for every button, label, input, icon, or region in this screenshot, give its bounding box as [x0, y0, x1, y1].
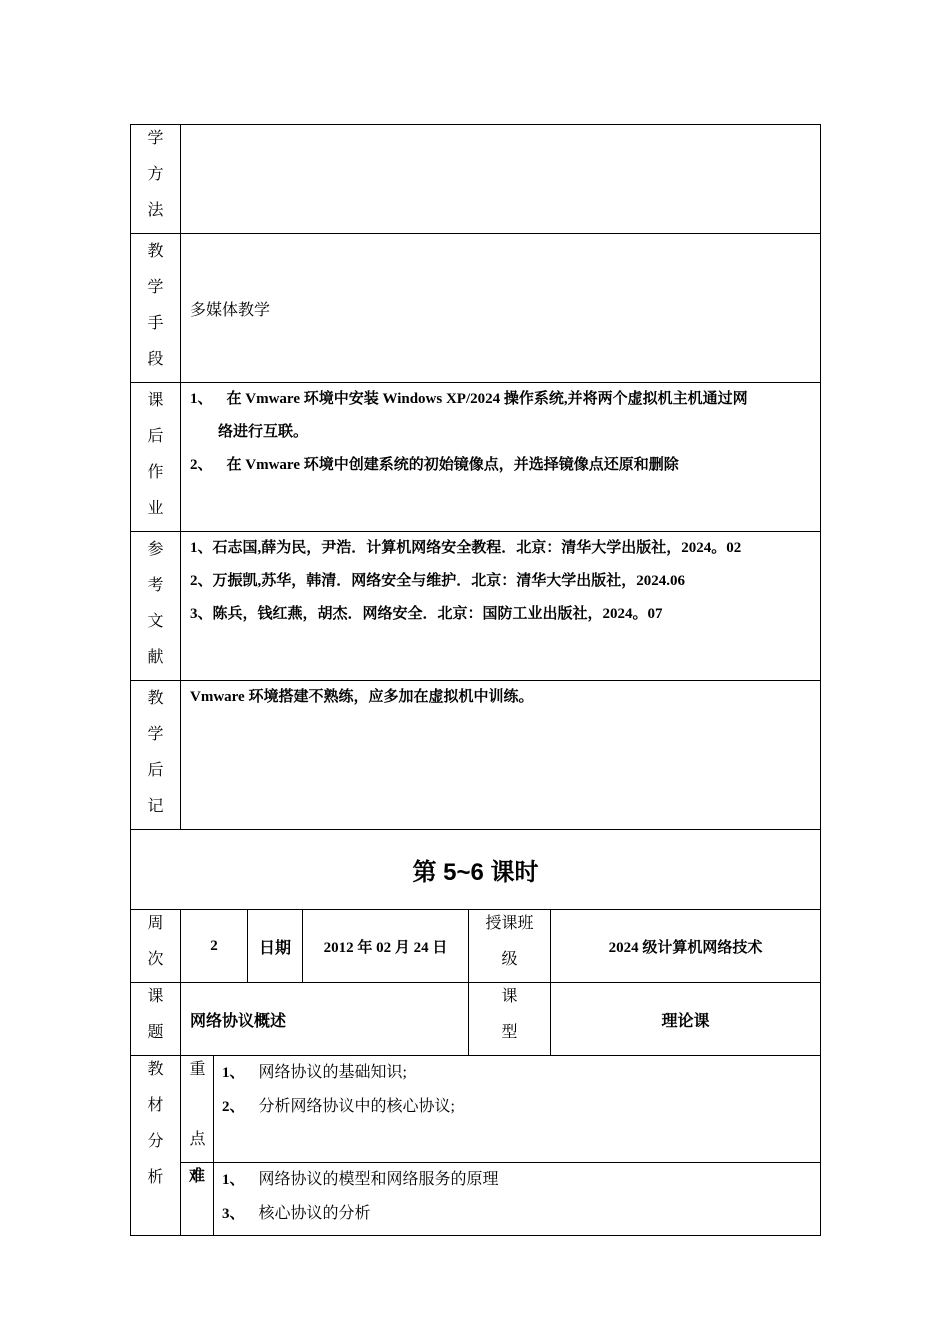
- homework-item: [190, 383, 820, 449]
- lesson-title-row: [131, 830, 821, 910]
- label-char: 级: [501, 951, 518, 968]
- label-char: 法: [147, 202, 164, 219]
- teaching-notes-row: [131, 681, 821, 830]
- week-label: [131, 910, 181, 983]
- key-point-item: [222, 1090, 820, 1124]
- difficult-point-item: [222, 1197, 820, 1231]
- key-point-num: 2、: [222, 1099, 245, 1115]
- label-char: 参: [147, 541, 164, 558]
- label-char: 文: [147, 613, 164, 630]
- label-char: 分: [147, 1133, 164, 1150]
- info-row: [131, 910, 821, 983]
- label-char: 手: [147, 315, 164, 332]
- analysis-label: [131, 1056, 181, 1236]
- homework-text: 在 Vmware 环境中创建系统的初始镜像点，并选择镜像点还原和删除: [226, 457, 679, 473]
- topic-row: [131, 983, 821, 1056]
- teaching-means-row: [131, 234, 821, 383]
- label-char: 次: [147, 951, 164, 968]
- topic-label: [131, 983, 181, 1056]
- topic-value: 网络协议概述: [190, 1012, 287, 1030]
- date-label: 日期: [258, 939, 291, 957]
- label-char: 课: [147, 988, 164, 1005]
- label-char: 考: [147, 577, 164, 594]
- difficult-points-label: [181, 1163, 214, 1236]
- type-value-cell: [551, 983, 821, 1056]
- teaching-means-content: [181, 234, 821, 383]
- lesson-plan-table: [130, 124, 821, 1236]
- label-char: 献: [147, 649, 164, 666]
- label-char: 课: [147, 392, 164, 409]
- label-char: 记: [147, 798, 164, 815]
- homework-row: [131, 383, 821, 532]
- teaching-method-row: [131, 125, 821, 234]
- reference-item: 1、石志国,薛为民，尹浩．计算机网络安全教程．北京：清华大学出版社，2024。02: [190, 540, 742, 556]
- analysis-difficult-row: [131, 1163, 821, 1236]
- date-label-cell: [248, 910, 303, 983]
- label-char: 方: [147, 166, 164, 183]
- key-point-num: 1、: [222, 1065, 245, 1081]
- homework-num: 2、: [190, 457, 213, 473]
- teaching-method-content: [181, 125, 821, 234]
- label-char: 题: [147, 1024, 164, 1041]
- week-value: 2: [210, 937, 218, 954]
- key-points-label: [181, 1056, 214, 1163]
- key-point-item: [222, 1056, 820, 1090]
- label-char: 后: [147, 428, 164, 445]
- label-char: 教: [147, 243, 164, 260]
- teaching-notes-label: [131, 681, 181, 830]
- label-char: 授课班: [485, 915, 534, 932]
- label-char: 教: [147, 1061, 164, 1078]
- label-char: 学: [147, 726, 164, 743]
- reference-item: 3、陈兵，钱红燕，胡杰．网络安全．北京：国防工业出版社，2024。07: [190, 606, 663, 622]
- class-label: [469, 910, 551, 983]
- difficult-point-num: 1、: [222, 1172, 245, 1188]
- difficult-points-content: [214, 1163, 821, 1236]
- label-char: 段: [147, 351, 164, 368]
- label-char: 课: [501, 988, 518, 1005]
- label-char: 析: [147, 1169, 164, 1186]
- label-char: 点: [189, 1131, 206, 1148]
- homework-num: 1、: [190, 391, 213, 407]
- key-points-content: [214, 1056, 821, 1163]
- references-label: [131, 532, 181, 681]
- label-char: 学: [147, 279, 164, 296]
- lesson-title: 第 5~6 课时: [412, 859, 539, 886]
- label-char: 学: [147, 130, 164, 147]
- analysis-key-row: [131, 1056, 821, 1163]
- label-char: 难: [188, 1168, 205, 1185]
- homework-item: [190, 449, 820, 482]
- homework-label: [131, 383, 181, 532]
- references-row: [131, 532, 821, 681]
- class-value-cell: [551, 910, 821, 983]
- teaching-notes-text: Vmware 环境搭建不熟练，应多加在虚拟机中训练。: [190, 689, 534, 705]
- teaching-notes-content: [181, 681, 821, 830]
- teaching-means-label: [131, 234, 181, 383]
- label-char: 型: [501, 1024, 518, 1041]
- label-char: 重: [189, 1061, 206, 1078]
- difficult-point-item: [222, 1163, 820, 1197]
- label-char: 材: [147, 1097, 164, 1114]
- difficult-point-text: 网络协议的模型和网络服务的原理: [258, 1171, 499, 1188]
- label-char: 业: [147, 500, 164, 517]
- date-value-cell: [303, 910, 469, 983]
- type-value: 理论课: [661, 1012, 710, 1030]
- teaching-method-label: [131, 125, 181, 234]
- class-value: 2024 级计算机网络技术: [608, 939, 763, 956]
- label-char: 作: [147, 464, 164, 481]
- homework-content: [181, 383, 821, 532]
- key-point-text: 分析网络协议中的核心协议;: [258, 1098, 455, 1115]
- label-char: 后: [147, 762, 164, 779]
- label-char: 教: [147, 690, 164, 707]
- lesson-title-cell: [131, 830, 821, 910]
- date-value: 2012 年 02 月 24 日: [323, 939, 448, 956]
- week-value-cell: [181, 910, 248, 983]
- topic-value-cell: [181, 983, 469, 1056]
- difficult-point-text: 核心协议的分析: [258, 1205, 371, 1222]
- label-char: 周: [147, 915, 164, 932]
- teaching-means-text: 多媒体教学: [190, 301, 271, 319]
- difficult-point-num: 3、: [222, 1206, 245, 1222]
- key-point-text: 网络协议的基础知识;: [258, 1064, 407, 1081]
- type-label: [469, 983, 551, 1056]
- homework-text: 在 Vmware 环境中安装 Windows XP/2024 操作系统,并将两个虚拟机主机通过网: [226, 391, 748, 407]
- reference-item: 2、万振凯,苏华，韩清．网络安全与维护．北京：清华大学出版社，2024.06: [190, 573, 686, 589]
- references-content: [181, 532, 821, 681]
- homework-text-cont: 络进行互联。: [218, 424, 309, 440]
